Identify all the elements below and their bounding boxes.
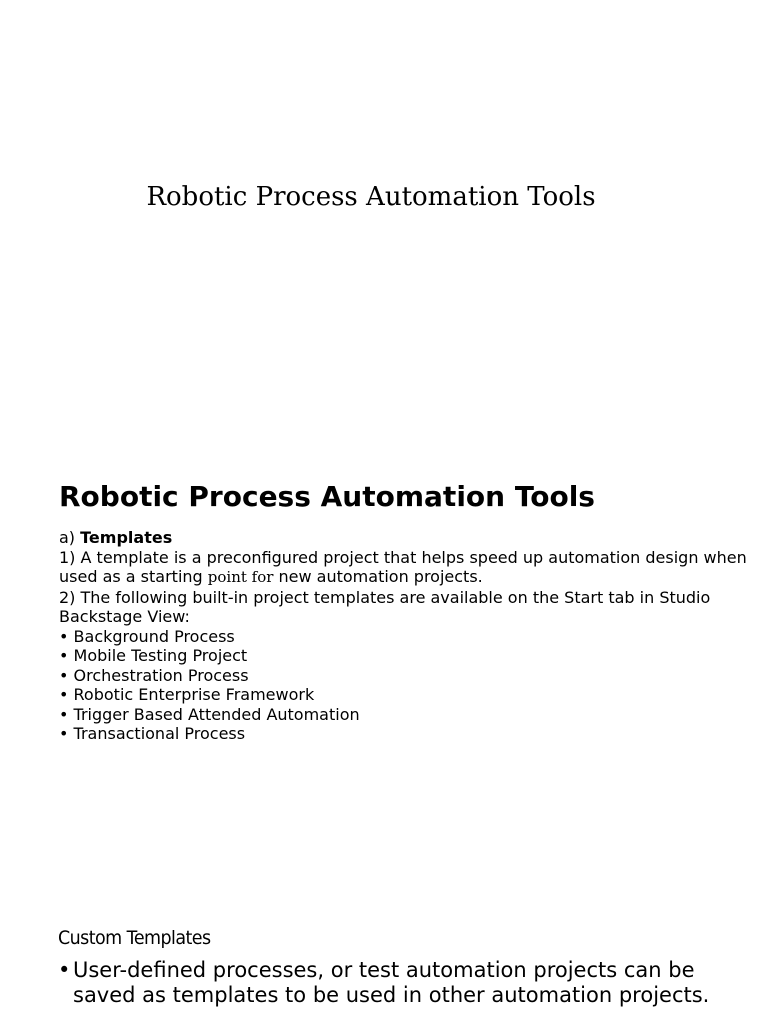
list-item-label: Transactional Process xyxy=(73,724,246,743)
paragraph-1-serif: point for xyxy=(207,568,274,586)
bullet-glyph: • xyxy=(58,958,71,982)
bullet-glyph: • xyxy=(59,724,69,743)
templates-section xyxy=(59,528,749,744)
bullet-glyph: • xyxy=(59,685,69,704)
custom-templates-list xyxy=(58,958,728,1007)
section-heading: Robotic Process Automation Tools xyxy=(59,480,595,513)
list-item-label: Background Process xyxy=(73,626,235,646)
list-item xyxy=(59,627,749,647)
list-item xyxy=(59,685,749,705)
bullet-glyph: • xyxy=(59,665,69,685)
list-item-text: User-defined processes, or test automation projects can be saved as templates to be used in other automation projects. xyxy=(73,958,710,1007)
paragraph-2: 2) The following built-in project templates are available on the Start tab in Studio Backstage View: xyxy=(59,587,711,626)
label-bold: Templates xyxy=(80,528,173,547)
list-item-label: Robotic Enterprise Framework xyxy=(73,685,315,704)
templates-label xyxy=(59,528,749,548)
bullet-glyph: • xyxy=(59,704,69,724)
list-item xyxy=(58,958,728,1007)
bullet-glyph: • xyxy=(59,626,69,646)
list-item xyxy=(59,705,749,725)
template-list xyxy=(59,627,749,744)
bullet-glyph: • xyxy=(59,646,69,665)
custom-templates-title: Custom Templates xyxy=(58,927,211,949)
label-prefix: a) xyxy=(59,528,81,547)
list-item xyxy=(59,646,749,666)
paragraph-1-start: 1) A template is a preconfigured project that helps speed up automation design when used as a starting xyxy=(59,547,747,586)
list-item-label: Orchestration Process xyxy=(73,665,249,685)
paragraph-1-end: new automation projects. xyxy=(273,567,483,586)
slide-title: Robotic Process Automation Tools xyxy=(146,182,596,212)
list-item xyxy=(59,724,749,744)
list-item-label: Mobile Testing Project xyxy=(73,646,248,665)
paragraph-1 xyxy=(59,548,749,588)
list-item-label: Trigger Based Attended Automation xyxy=(73,704,360,724)
list-item xyxy=(59,666,749,686)
